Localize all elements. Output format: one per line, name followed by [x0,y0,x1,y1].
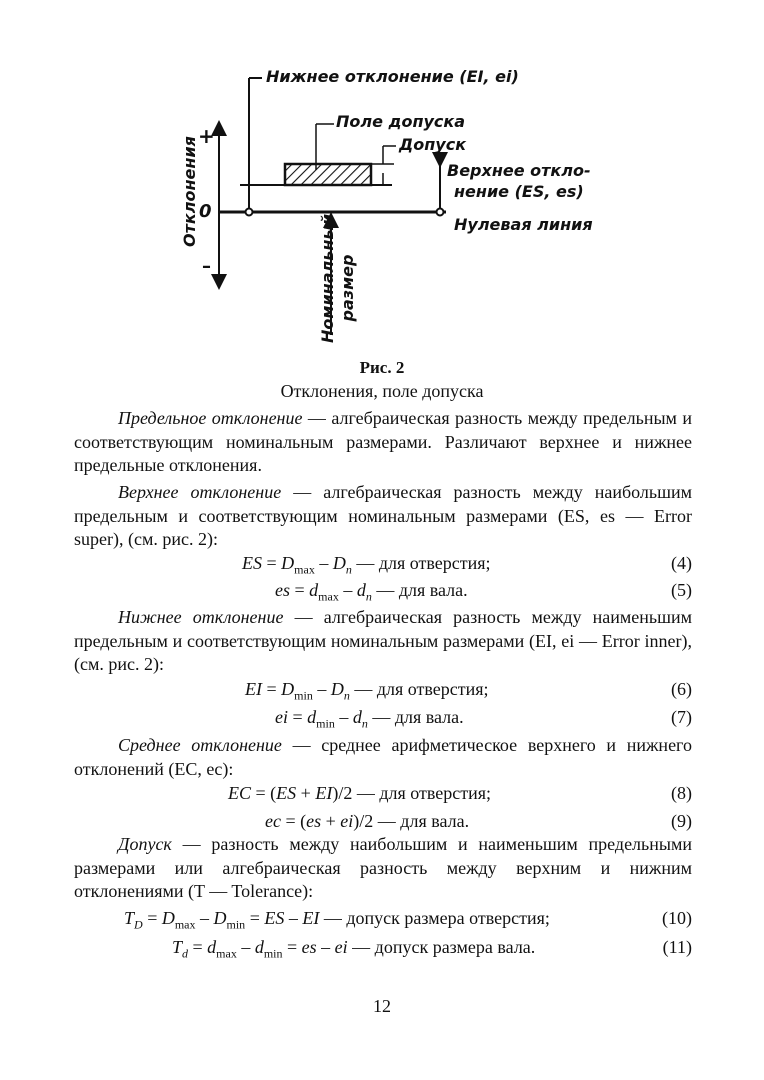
tolerance-label: Допуск [399,135,467,154]
deviations-axis-label: Отклонения [180,136,199,247]
upper-deviation-label-2: нение (ES, es) [454,182,584,201]
formula-number: (4) [671,553,692,573]
formula-number: (8) [671,783,692,803]
formula-10: $T_D = D_{max} - D_{min}$ = ES – EI — допуск размера отверстия; (10) [74,905,692,931]
paragraph-limit-deviation: Предельное отклонение — алгебраическая разность между предельным и соответствующим номинальным размерами. Различают верхнее и нижнее предельные отклонения. [74,408,692,475]
formula-7: ei = $d_{min} - d_n$ — для вала. (7) [74,704,692,730]
paragraph-mean-deviation: Среднее отклонение — среднее арифметическое верхнего и нижнего отклонений (EC, ec): [74,735,692,779]
upper-deviation-label-1: Верхнее откло- [447,161,591,180]
formula-number: (9) [671,811,692,831]
term: Среднее отклонение [118,735,282,755]
term: Допуск [118,834,172,854]
formula-8: EC = (ES + EI)/2 — для отверстия; (8) [74,780,692,806]
deviation-diagram [0,0,764,350]
figure-number: Рис. 2 [359,358,405,377]
lower-deviation-label: Нижнее отклонение (EI, ei) [266,67,519,86]
zero-mark: 0 [199,201,212,222]
formula-number: (7) [671,707,692,727]
paragraph-tolerance: Допуск — разность между наибольшим и наименьшим предельными размерами или алгебраическая разность между верхним и нижним отклонениями (T — Tolerance): [74,834,692,901]
formula-number: (11) [662,937,692,957]
formula-5: es = $d_{max} - d_n$ — для вала. (5) [74,577,692,603]
formula-number: (10) [662,908,692,928]
term: Нижнее отклонение [118,607,284,627]
paragraph-upper-deviation: Верхнее отклонение — алгебраическая разность между наибольшим предельным и соответствующим номинальным размерами (ES, es — Error super), (см. рис. 2): [74,482,692,549]
formula-number: (6) [671,679,692,699]
figure-deviations [0,0,764,350]
formula-6: EI = $D_{min} - D_n$ — для отверстия; (6) [74,676,692,702]
tolerance-field [285,164,371,185]
page-number: 12 [373,996,391,1016]
zero-line-label: Нулевая линия [454,215,593,234]
figure-caption: Отклонения, поле допуска [280,381,484,401]
paragraph-lower-deviation: Нижнее отклонение — алгебраическая разность между наименьшим предельным и соответствующим номинальным размерами (EI, ei — Error inner), (см. рис. 2): [74,607,692,674]
tolerance-field-label: Поле допуска [336,112,466,131]
minus-sign: – [202,256,211,277]
formula-11: $T_d = d_{max} - d_{min}$ = es – ei — допуск размера вала. (11) [74,934,692,960]
formula-4: ES = $D_{max} - D_n$ — для отверстия; (4) [74,550,692,576]
formula-9: ec = (es + ei)/2 — для вала. (9) [74,808,692,834]
nominal-size-label: Номинальный размер [318,213,357,343]
term: Верхнее отклонение [118,482,282,502]
plus-sign: + [198,124,215,148]
term: Предельное отклонение [118,408,303,428]
formula-number: (5) [671,580,692,600]
